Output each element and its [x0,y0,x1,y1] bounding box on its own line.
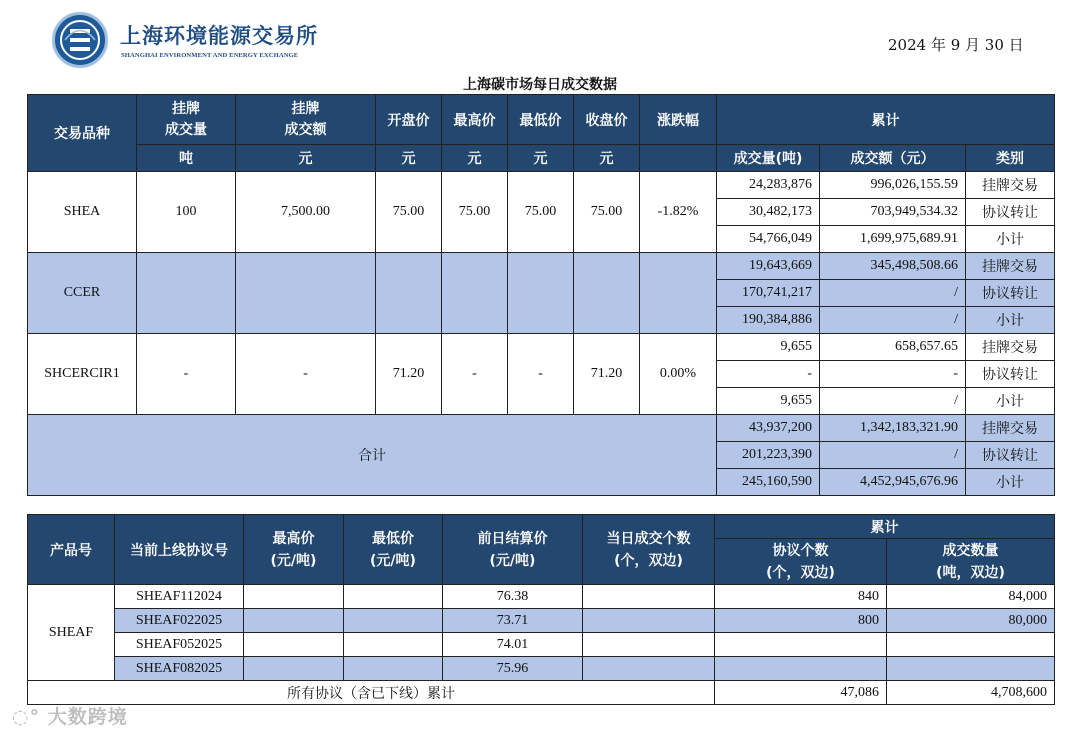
header-listed-amount: 挂牌 成交额 [236,95,376,145]
cum-volume-cell: 170,741,217 [717,280,820,307]
unit-yuan: 元 [442,145,508,172]
category-cell: 小计 [966,226,1055,253]
header-contract: 当前上线协议号 [115,515,244,585]
report-title: 上海碳市场每日成交数据 [463,77,617,93]
unit-yuan: 元 [508,145,574,172]
total-amount-cell: 4,452,945,676.96 [820,469,966,496]
report-date: 2024 年 9 月 30 日 [888,36,1024,54]
category-cell: 小计 [966,388,1055,415]
settle-cell: 73.71 [443,609,583,633]
unit-yuan: 元 [236,145,376,172]
high-cell [244,585,344,609]
cum-amount-cell: - [820,361,966,388]
header-change: 涨跌幅 [640,95,717,145]
cum-qty-cell [887,657,1055,681]
contract-cell: SHEAF052025 [115,633,244,657]
cum-amount-cell: 345,498,508.66 [820,253,966,280]
unit-blank [640,145,717,172]
cum-amount-cell: 703,949,534.32 [820,199,966,226]
change-cell: 0.00% [640,334,717,415]
watermark-icon: ◌° [12,706,41,728]
low-cell: 75.00 [508,172,574,253]
org-name-cn: 上海环境能源交易所 [120,24,318,48]
category-cell: 协议转让 [966,361,1055,388]
settle-cell: 74.01 [443,633,583,657]
exchange-logo [52,12,108,68]
watermark [12,702,128,729]
high-cell [244,633,344,657]
category-cell: 协议转让 [966,280,1055,307]
all-contracts-total-label: 所有协议（含已下线）累计 [28,681,715,705]
close-cell: 75.00 [574,172,640,253]
product-code-cell: SHEAF [28,585,115,681]
header-cum-volume: 成交量(吨) [717,145,820,172]
product-cell: SHEA [28,172,137,253]
cum-count-cell: 800 [715,609,887,633]
header-cumulative: 累计 [717,95,1055,145]
cum-volume-cell: - [717,361,820,388]
unit-yuan: 元 [376,145,442,172]
high-cell [244,657,344,681]
header-cumulative: 累计 [715,515,1055,539]
category-cell: 挂牌交易 [966,253,1055,280]
low-cell [344,585,443,609]
cum-volume-cell: 190,384,886 [717,307,820,334]
count-today-cell [583,633,715,657]
header-high: 最高价 [442,95,508,145]
high-cell: 75.00 [442,172,508,253]
contract-cell: SHEAF082025 [115,657,244,681]
cum-qty-cell: 80,000 [887,609,1055,633]
listed-amount-cell: 7,500.00 [236,172,376,253]
cum-amount-cell: 1,699,975,689.91 [820,226,966,253]
cum-amount-cell: / [820,280,966,307]
category-cell: 小计 [966,307,1055,334]
header-high: 最高价 (元/吨) [244,515,344,585]
low-cell [344,657,443,681]
cum-count-cell [715,657,887,681]
settle-cell: 76.38 [443,585,583,609]
low-cell: - [508,334,574,415]
listed-amount-cell [236,253,376,334]
high-cell [442,253,508,334]
header-open: 开盘价 [376,95,442,145]
header-cum-count: 协议个数 (个，双边) [715,539,887,585]
total-volume-cell: 201,223,390 [717,442,820,469]
total-qty-cell: 4,708,600 [887,681,1055,705]
category-cell: 小计 [966,469,1055,496]
product-cell: SHCERCIR1 [28,334,137,415]
header-category: 类别 [966,145,1055,172]
total-amount-cell: 1,342,183,321.90 [820,415,966,442]
high-cell [244,609,344,633]
listed-amount-cell: - [236,334,376,415]
header-count-today: 当日成交个数 (个，双边) [583,515,715,585]
contract-cell: SHEAF112024 [115,585,244,609]
category-cell: 挂牌交易 [966,172,1055,199]
cum-volume-cell: 30,482,173 [717,199,820,226]
cum-count-cell [715,633,887,657]
open-cell: 75.00 [376,172,442,253]
total-amount-cell: / [820,442,966,469]
listed-volume-cell: - [137,334,236,415]
futures-contract-table [27,514,1055,705]
header-settle: 前日结算价 (元/吨) [443,515,583,585]
cum-volume-cell: 9,655 [717,388,820,415]
close-cell [574,253,640,334]
cum-volume-cell: 24,283,876 [717,172,820,199]
close-cell: 71.20 [574,334,640,415]
contract-cell: SHEAF022025 [115,609,244,633]
header-cum-qty: 成交数量 (吨，双边) [887,539,1055,585]
cum-amount-cell: / [820,388,966,415]
product-cell: CCER [28,253,137,334]
total-volume-cell: 43,937,200 [717,415,820,442]
unit-yuan: 元 [574,145,640,172]
cum-qty-cell [887,633,1055,657]
high-cell: - [442,334,508,415]
settle-cell: 75.96 [443,657,583,681]
count-today-cell [583,609,715,633]
cum-volume-cell: 9,655 [717,334,820,361]
count-today-cell [583,585,715,609]
header-product-code: 产品号 [28,515,115,585]
cum-amount-cell: / [820,307,966,334]
unit-ton: 吨 [137,145,236,172]
cum-count-cell: 840 [715,585,887,609]
cum-volume-cell: 54,766,049 [717,226,820,253]
change-cell [640,253,717,334]
header-listed-volume: 挂牌 成交量 [137,95,236,145]
cum-amount-cell: 658,657.65 [820,334,966,361]
total-volume-cell: 245,160,590 [717,469,820,496]
low-cell [344,609,443,633]
category-cell: 协议转让 [966,442,1055,469]
header-product: 交易品种 [28,95,137,172]
total-label: 合计 [28,415,717,496]
open-cell [376,253,442,334]
total-count-cell: 47,086 [715,681,887,705]
cum-amount-cell: 996,026,155.59 [820,172,966,199]
category-cell: 挂牌交易 [966,415,1055,442]
count-today-cell [583,657,715,681]
low-cell [508,253,574,334]
watermark-text: 大数跨境 [47,706,128,728]
header-close: 收盘价 [574,95,640,145]
cum-qty-cell: 84,000 [887,585,1055,609]
change-cell: -1.82% [640,172,717,253]
header-low: 最低价 (元/吨) [344,515,443,585]
header-low: 最低价 [508,95,574,145]
listed-volume-cell: 100 [137,172,236,253]
daily-trading-table [27,94,1055,496]
header-cum-amount: 成交额（元） [820,145,966,172]
cum-volume-cell: 19,643,669 [717,253,820,280]
listed-volume-cell [137,253,236,334]
category-cell: 协议转让 [966,199,1055,226]
low-cell [344,633,443,657]
category-cell: 挂牌交易 [966,334,1055,361]
org-name-en: SHANGHAI ENVIRONMENT AND ENERGY EXCHANGE [121,52,299,59]
open-cell: 71.20 [376,334,442,415]
